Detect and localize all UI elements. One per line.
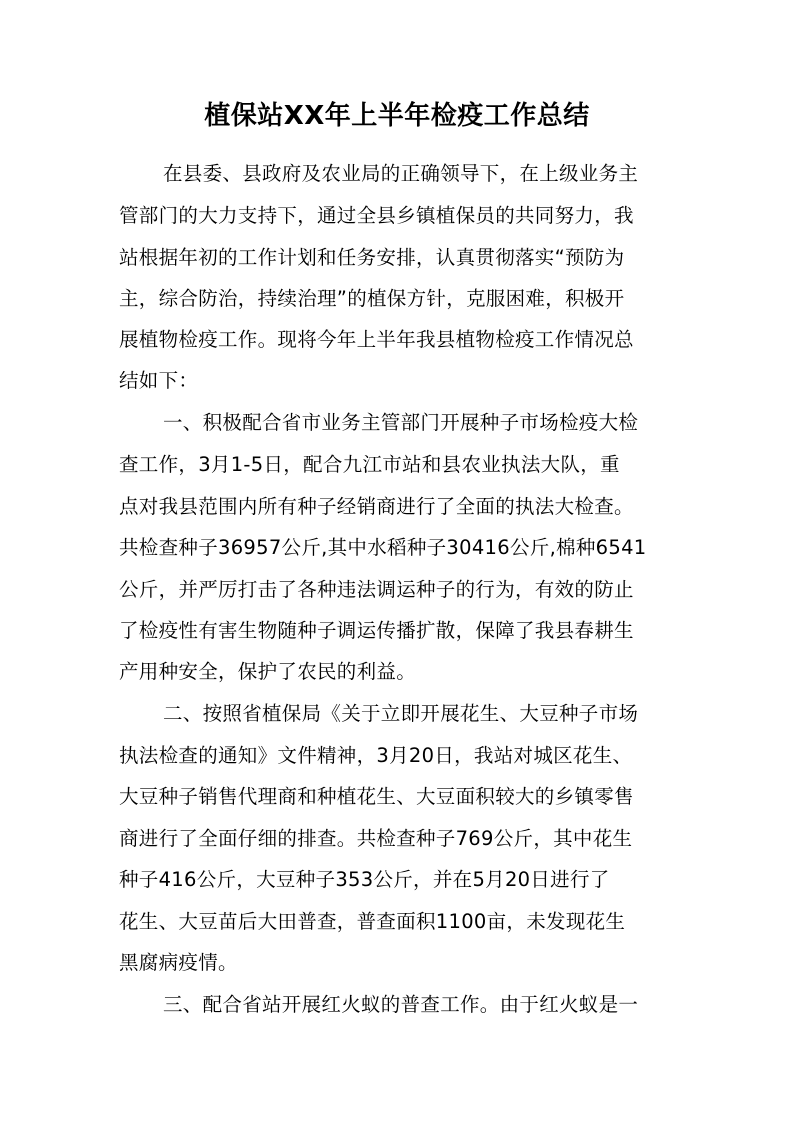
paragraph-line: 产用种安全，保护了农民的利益。	[119, 660, 417, 683]
paragraph-line: 站根据年初的工作计划和任务安排，认真贯彻落实“预防为	[119, 246, 625, 269]
paragraph-line: 在县委、县政府及农业局的正确领导下，在上级业务主	[163, 162, 639, 185]
paragraph-line: 二、按照省植保局《关于立即开展花生、大豆种子市场	[163, 702, 639, 725]
paragraph-line: 展植物检疫工作。现将今年上半年我县植物检疫工作情况总	[119, 328, 634, 351]
paragraph-line: 共检查种子36957公斤,其中水稻种子30416公斤,棉种6541	[119, 536, 647, 559]
paragraph-line: 了检疫性有害生物随种子调运传播扩散，保障了我县春耕生	[119, 619, 634, 642]
paragraph-line: 大豆种子销售代理商和种植花生、大豆面积较大的乡镇零售	[119, 785, 634, 808]
paragraph-line: 公斤，并严厉打击了各种违法调运种子的行为，有效的防止	[119, 578, 634, 601]
paragraph-line: 种子416公斤，大豆种子353公斤，并在5月20日进行了	[119, 868, 610, 891]
paragraph-line: 管部门的大力支持下，通过全县乡镇植保员的共同努力，我	[119, 204, 634, 227]
paragraph-line: 黑腐病疫情。	[119, 951, 238, 974]
paragraph-line: 三、配合省站开展红火蚁的普查工作。由于红火蚁是一	[163, 993, 639, 1016]
paragraph-line: 商进行了全面仔细的排查。共检查种子769公斤，其中花生	[119, 827, 633, 850]
paragraph-line: 结如下：	[119, 369, 199, 392]
paragraph-line: 花生、大豆苗后大田普查，普查面积1100亩，未发现花生	[119, 910, 626, 933]
paragraph-line: 点对我县范围内所有种子经销商进行了全面的执法大检查。	[119, 495, 634, 518]
paragraph-line: 查工作，3月1-5日，配合九江市站和县农业执法大队，重	[119, 453, 620, 476]
paragraph-line: 一、积极配合省市业务主管部门开展种子市场检疫大检	[163, 411, 639, 434]
paragraph-line: 主，综合防治，持续治理”的植保方针，克服困难，积极开	[119, 287, 625, 310]
document-title: 植保站XX年上半年检疫工作总结	[204, 101, 590, 131]
paragraph-line: 执法检查的通知》文件精神，3月20日，我站对城区花生、	[119, 744, 633, 767]
